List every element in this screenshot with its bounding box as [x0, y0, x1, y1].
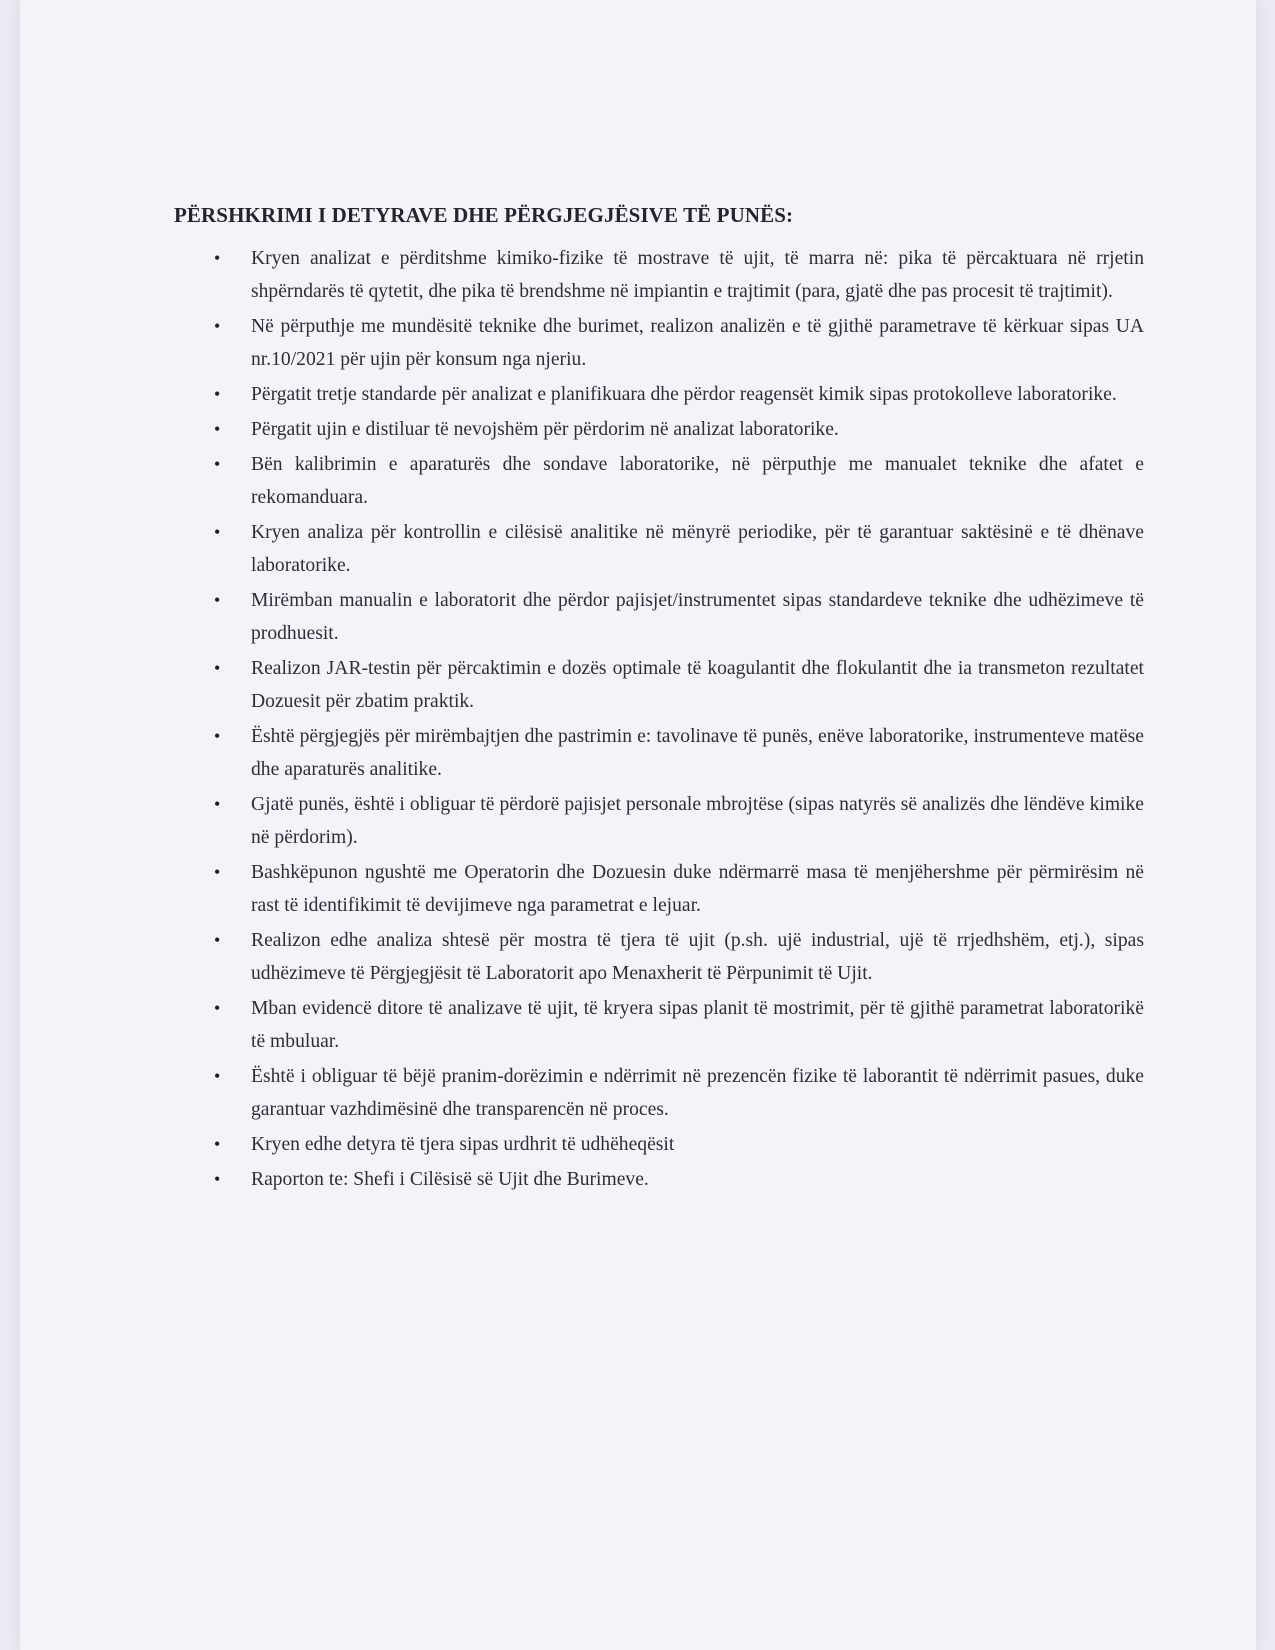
- duty-text: Realizon edhe analiza shtesë për mostra të tjera të ujit (p.sh. ujë industrial, ujë të rrjedhshëm, etj.), sipas udhëzimeve të Përgjegjësit të Laboratorit apo Menaxherit të Përpunimit të Ujit.: [251, 930, 1144, 984]
- duty-text: Përgatit ujin e distiluar të nevojshëm për përdorim në analizat laboratorike.: [251, 419, 839, 440]
- duty-text: Gjatë punës, është i obliguar të përdorë pajisjet personale mbrojtëse (sipas natyrës së analizës dhe lëndëve kimike në përdorim).: [251, 794, 1144, 848]
- duty-text: Në përputhje me mundësitë teknike dhe burimet, realizon analizën e të gjithë parametrave të kërkuar sipas UA nr.10/2021 për ujin për konsum nga njeriu.: [251, 316, 1144, 370]
- bullet-icon: •: [214, 316, 221, 336]
- duty-text: Mirëmban manualin e laboratorit dhe përdor pajisjet/instrumentet sipas standardeve teknike dhe udhëzimeve të prodhuesit.: [251, 590, 1144, 644]
- duty-item: [174, 448, 1144, 514]
- duty-text: Kryen edhe detyra të tjera sipas urdhrit të udhëheqësit: [251, 1134, 675, 1155]
- bullet-icon: •: [214, 658, 221, 678]
- duty-item: [174, 992, 1144, 1058]
- duty-text: Përgatit tretje standarde për analizat e planifikuara dhe përdor reagensët kimik sipas protokolleve laboratorike.: [251, 384, 1117, 405]
- duty-text: Bashkëpunon ngushtë me Operatorin dhe Dozuesin duke ndërmarrë masa të menjëhershme për përmirësim në rast të identifikimit të devijimeve nga parametrat e lejuar.: [251, 862, 1144, 916]
- bullet-icon: •: [214, 419, 221, 439]
- bullet-icon: •: [214, 522, 221, 542]
- duty-item: [174, 242, 1144, 308]
- bullet-icon: •: [214, 590, 221, 610]
- duty-item: [174, 413, 1144, 446]
- duty-item: [174, 1163, 1144, 1196]
- bullet-icon: •: [214, 248, 221, 268]
- bullet-icon: •: [214, 454, 221, 474]
- duty-item: [174, 1060, 1144, 1126]
- duty-item: [174, 584, 1144, 650]
- bullet-icon: •: [214, 1169, 221, 1189]
- bullet-icon: •: [214, 384, 221, 404]
- duty-item: [174, 856, 1144, 922]
- duty-text: Kryen analizat e përditshme kimiko-fizike të mostrave të ujit, të marra në: pika të përcaktuara në rrjetin shpërndarës të qytetit, dhe pika të brendshme në impiantin e trajtimit (para, gjatë dhe pas procesit të trajtimit).: [251, 248, 1144, 302]
- duty-item: [174, 652, 1144, 718]
- duty-text: Është i obliguar të bëjë pranim-dorëzimin e ndërrimit në prezencën fizike të laborantit të ndërrimit pasues, duke garantuar vazhdimësinë dhe transparencën në proces.: [251, 1066, 1144, 1120]
- duty-text: Raporton te: Shefi i Cilësisë së Ujit dhe Burimeve.: [251, 1169, 649, 1190]
- duty-text: Realizon JAR-testin për përcaktimin e dozës optimale të koagulantit dhe flokulantit dhe ia transmeton rezultatet Dozuesit për zbatim praktik.: [251, 658, 1144, 712]
- duty-item: [174, 924, 1144, 990]
- document-page: [20, 0, 1256, 1650]
- duty-item: [174, 720, 1144, 786]
- document-content: [174, 203, 1174, 1198]
- bullet-icon: •: [214, 794, 221, 814]
- bullet-icon: •: [214, 1134, 221, 1154]
- bullet-icon: •: [214, 862, 221, 882]
- duty-text: Bën kalibrimin e aparaturës dhe sondave laboratorike, në përputhje me manualet teknike dhe afatet e rekomanduara.: [251, 454, 1144, 508]
- duty-item: [174, 516, 1144, 582]
- duty-text: Mban evidencë ditore të analizave të ujit, të kryera sipas planit të mostrimit, për të gjithë parametrat laboratorikë të mbuluar.: [251, 998, 1144, 1052]
- duty-text: Është përgjegjës për mirëmbajtjen dhe pastrimin e: tavolinave të punës, enëve laboratorike, instrumenteve matëse dhe aparaturës analitike.: [251, 726, 1144, 780]
- bullet-icon: •: [214, 998, 221, 1018]
- duty-item: [174, 788, 1144, 854]
- duty-item: [174, 378, 1144, 411]
- bullet-icon: •: [214, 930, 221, 950]
- bullet-icon: •: [214, 726, 221, 746]
- bullet-icon: •: [214, 1066, 221, 1086]
- duty-item: [174, 1128, 1144, 1161]
- document-title: PËRSHKRIMI I DETYRAVE DHE PËRGJEGJËSIVE TË PUNËS:: [174, 203, 794, 227]
- duties-list: [174, 242, 1174, 1196]
- duty-text: Kryen analiza për kontrollin e cilësisë analitike në mënyrë periodike, për të garantuar saktësinë e të dhënave laboratorike.: [251, 522, 1144, 576]
- duty-item: [174, 310, 1144, 376]
